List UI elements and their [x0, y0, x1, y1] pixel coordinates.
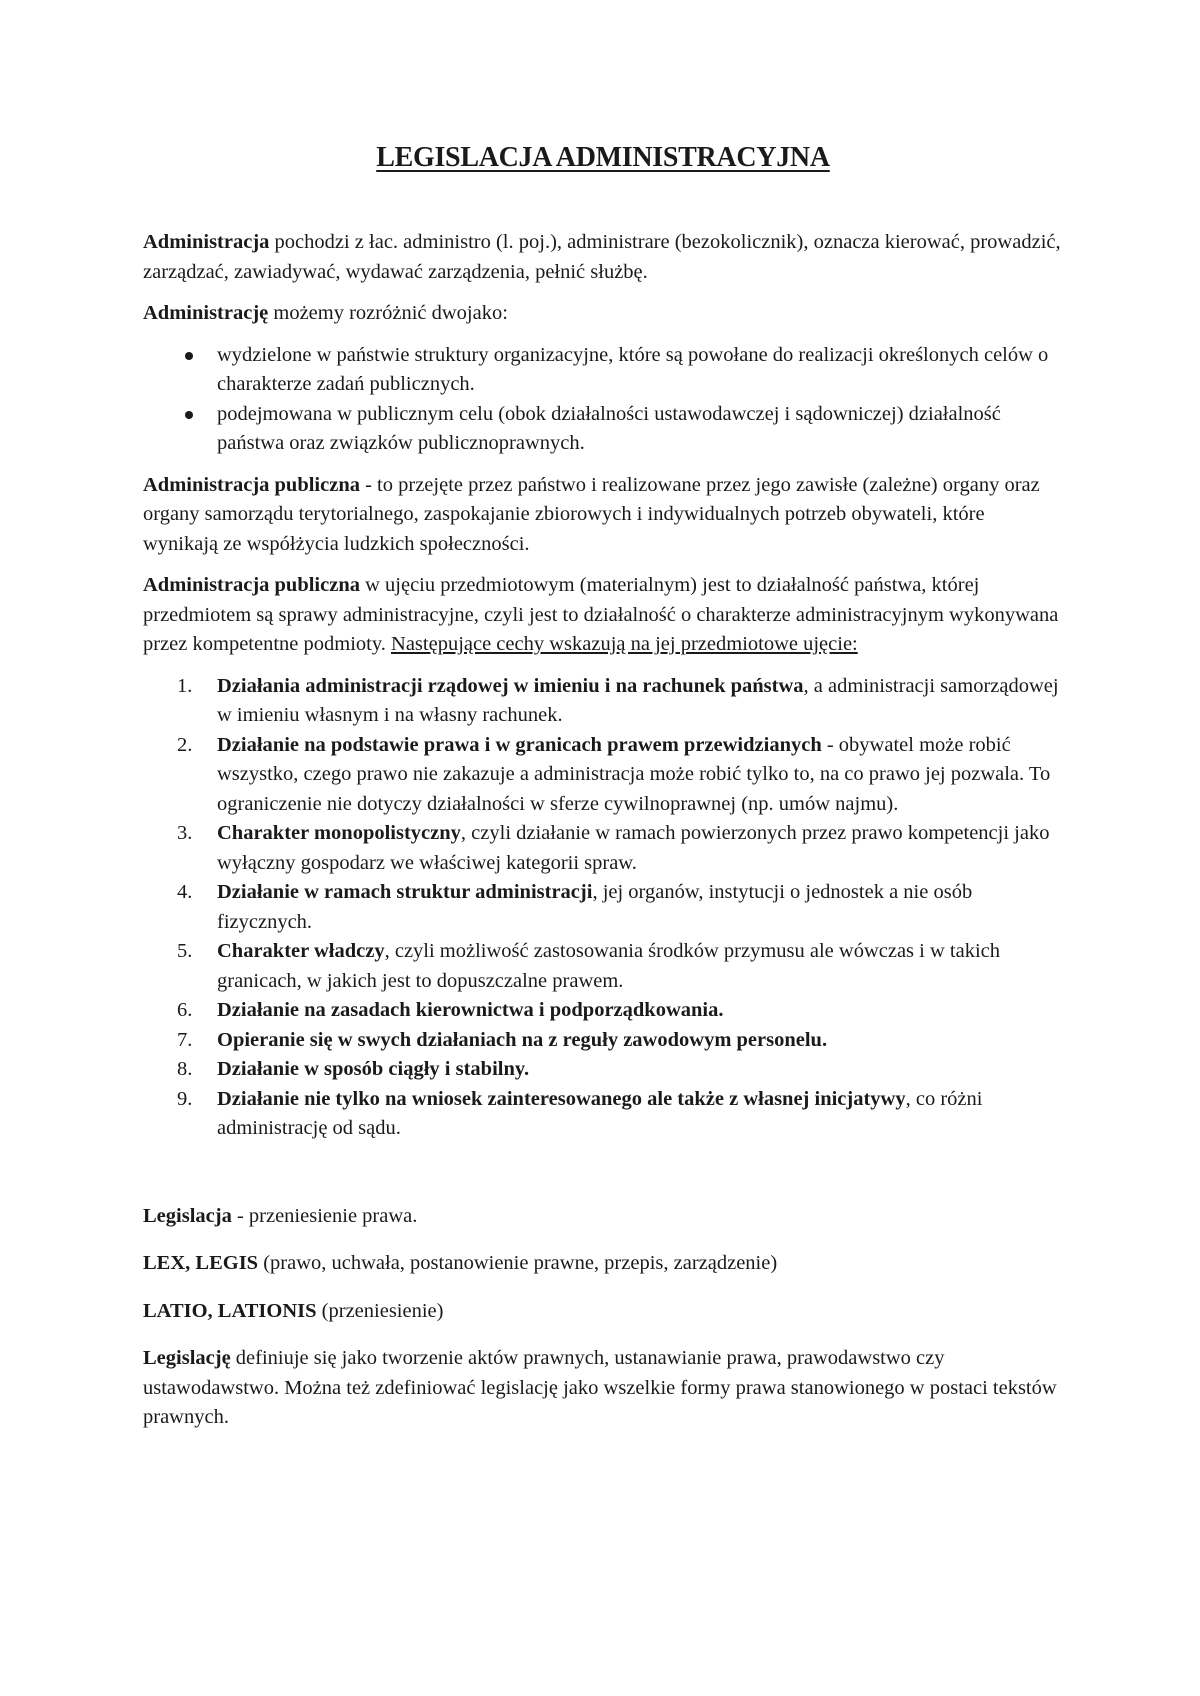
page-title: LEGISLACJA ADMINISTRACYJNA [376, 142, 830, 173]
term: Legislację [143, 1347, 231, 1369]
term: LATIO, LATIONIS [143, 1299, 317, 1322]
paragraph-administracja-definition [143, 228, 1063, 287]
term: Administrację [143, 302, 269, 324]
paragraph-lex-legis: LEX, LEGIS (prawo, uchwała, postanowienie prawne, przepis, zarządzenie) [143, 1252, 778, 1274]
list-number: 8. [177, 1058, 193, 1080]
list-item: 6. Działanie na zasadach kierownictwa i podporządkowania. [143, 996, 1063, 1026]
paragraph-text: możemy rozróżnić dwojako: [268, 302, 508, 324]
list-item: wydzielone w państwie struktury organizacyjne, które są powołane do realizacji określonych celów o charakterze zadań publicznych. [143, 341, 1063, 400]
list-number: 7. [177, 1028, 193, 1051]
list-number: 1. [177, 674, 193, 697]
paragraph-administracja-publiczna [143, 471, 1063, 560]
paragraph-legislacja-definition: Legislację definiuje się jako tworzenie aktów prawnych, ustanawianie prawa, prawodawstwo czy ustawodawstwo. Można też zdefiniować legislację jako wszelkie formy prawa stanowionego w postaci tekstów prawnych. [143, 1347, 1057, 1428]
list-item: 4. Działanie w ramach struktur administracji, jej organów, instytucji o jednostek a nie osób fizycznych. [143, 878, 1063, 937]
term: Administracja publiczna [143, 473, 360, 496]
legislacja-section [143, 1202, 1063, 1433]
paragraph-text: w ujęciu przedmiotowym (materialnym) jest to działalność państwa, której przedmiotem są sprawy administracyjne, czyli jest to działalność o charakterze administracyjnym wykonywana przez kompetentne podmioty. [143, 574, 1059, 655]
list-item: 8. Działanie w sposób ciągły i stabilny. [143, 1055, 1063, 1085]
paragraph-latio-lationis: LATIO, LATIONIS (przeniesienie) [143, 1299, 444, 1322]
paragraph-przedmiotowe-ujecie [143, 571, 1063, 660]
list-number: 9. [177, 1087, 193, 1110]
list-item: 7. Opieranie się w swych działaniach na z reguły zawodowym personelu. [143, 1026, 1063, 1056]
underlined-text: Następujące cechy wskazują na jej przedmiotowe ujęcie: [391, 633, 858, 655]
list-item: podejmowana w publicznym celu (obok działalności ustawodawczej i sądowniczej) działalność państwa oraz związków publicznoprawnych. [143, 400, 1063, 459]
term: LEX, LEGIS [143, 1252, 259, 1274]
term: Legislacja [143, 1204, 232, 1227]
list-number: 4. [177, 881, 193, 903]
list-item: 2. Działanie na podstawie prawa i w granicach prawem przewidzianych - obywatel może robić wszystko, czego prawo nie zakazuje a administracja może robić tylko to, na co prawo jej pozwala. To ograniczenie nie dotyczy działalności w sferze cywilnoprawnej (np. umów najmu). [143, 731, 1063, 820]
paragraph-text: pochodzi z łac. administro (l. poj.), administrare (bezokolicznik), oznacza kierować, prowadzić, zarządzać, zawiadywać, wydawać zarządzenia, pełnić służbę. [143, 231, 1061, 283]
features-list [143, 672, 1063, 1144]
list-number: 3. [177, 822, 193, 844]
bullet-icon [185, 411, 193, 419]
list-number: 5. [177, 940, 193, 962]
list-number: 2. [177, 733, 193, 756]
bullet-icon [185, 352, 193, 360]
paragraph-administracja-two-meanings [143, 299, 1063, 329]
list-number: 6. [177, 999, 193, 1021]
list-item: 5. Charakter władczy, czyli możliwość zastosowania środków przymusu ale wówczas i w takich granicach, w jakich jest to dopuszczalne prawem. [143, 937, 1063, 996]
paragraph-text: - to przejęte przez państwo i realizowane przez jego zawisłe (zależne) organy oraz organy samorządu terytorialnego, zaspokajanie zbiorowych i indywidualnych potrzeb obywateli, które wynikają ze współżycia ludzkich społeczności. [143, 473, 1040, 555]
list-item: 3. Charakter monopolistyczny, czyli działanie w ramach powierzonych przez prawo kompetencji jako wyłączny gospodarz we właściwej kategorii spraw. [143, 819, 1063, 878]
list-item: 9. Działanie nie tylko na wniosek zainteresowanego ale także z własnej inicjatywy, co różni administrację od sądu. [143, 1085, 1063, 1144]
term: Administracja publiczna [143, 574, 360, 596]
term: Administracja [143, 231, 270, 253]
paragraph-legislacja: Legislacja - przeniesienie prawa. [143, 1204, 418, 1227]
document-page [143, 140, 1063, 1451]
meanings-list [143, 341, 1063, 459]
list-item: 1. Działania administracji rządowej w imieniu i na rachunek państwa, a administracji samorządowej w imieniu własnym i na własny rachunek. [143, 672, 1063, 731]
